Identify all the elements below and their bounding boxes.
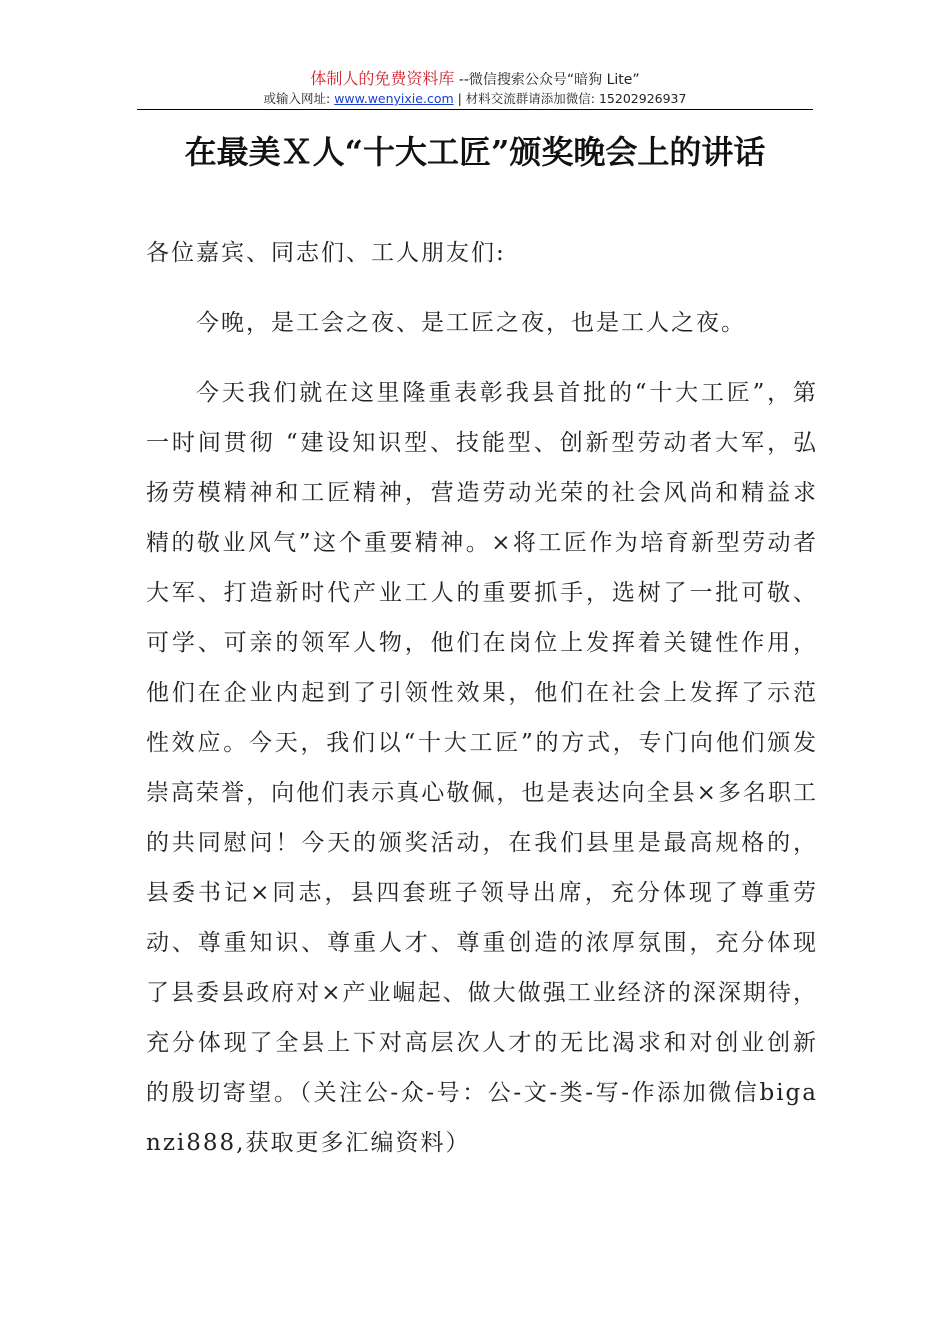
header-url-link[interactable]: www.wenyixie.com [334, 91, 454, 106]
header-brand: 体制人的免费资料库 [310, 69, 455, 88]
header-divider [137, 109, 813, 110]
document-title: 在最美Ｘ人“十大工匠”颁奖晚会上的讲话 [184, 133, 766, 171]
document-body [146, 228, 818, 1168]
header-banner [0, 70, 950, 89]
header-contact [0, 91, 950, 107]
paragraph: 今晚，是工会之夜、是工匠之夜，也是工人之夜。 [196, 310, 746, 336]
salutation: 各位嘉宾、同志们、工人朋友们: [146, 240, 506, 266]
header-tagline: --微信搜索公众号“暗狗 Lite” [454, 72, 640, 88]
header-url-prefix: 或输入网址: [263, 91, 335, 106]
paragraph: 今天我们就在这里隆重表彰我县首批的“十大工匠”，第一时间贯彻 “建设知识型、技能型、创新型劳动者大军，弘扬劳模精神和工匠精神，营造劳动光荣的社会风尚和精益求精的敬业风气”这个重要精神。×将工匠作为培育新型劳动者大军、打造新时代产业工人的重要抓手，选树了一批可敬、可学、可亲的领军人物，他们在岗位上发挥着关键性作用，他们在企业内起到了引领性效果，他们在社会上发挥了示范性效应。今天，我们以“十大工匠”的方式，专门向他们颁发崇高荣誉，向他们表示真心敬佩，也是表达向全县×多名职工的共同慰问！今天的颁奖活动，在我们县里是最高规格的，县委书记×同志，县四套班子领导出席，充分体现了尊重劳动、尊重知识、尊重人才、尊重创造的浓厚氛围，充分体现了县委县政府对×产业崛起、做大做强工业经济的深深期待，充分体现了全县上下对高层次人才的无比渴求和对创业创新的殷切寄望。（关注公-众-号：公-文-类-写-作添加微信biganzi888,获取更多汇编资料） [146, 380, 818, 1156]
header-contact-suffix: | 材料交流群请添加微信: 15202926937 [453, 91, 687, 106]
